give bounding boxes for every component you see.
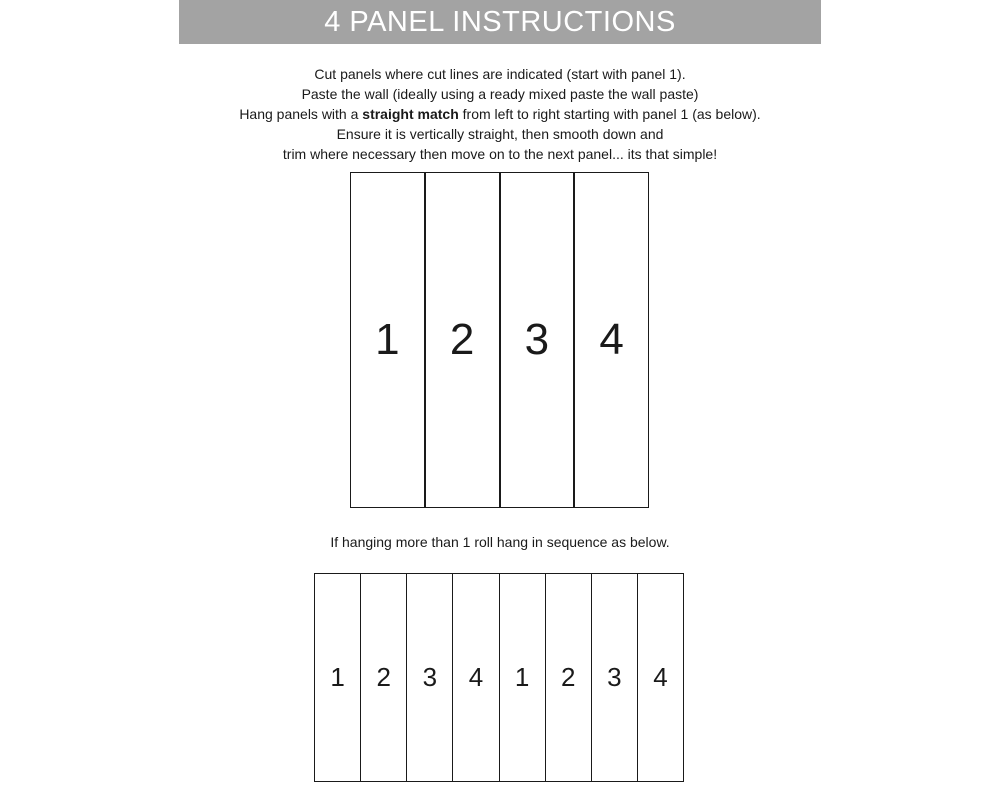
sequence-panel-8: 4 — [638, 573, 684, 782]
main-panel-2: 2 — [425, 172, 500, 508]
sequence-note: If hanging more than 1 roll hang in sequence as below. — [330, 534, 670, 550]
sequence-panel-3: 3 — [407, 573, 453, 782]
straight-match-emphasis: straight match — [362, 106, 459, 122]
main-panel-3: 3 — [500, 172, 575, 508]
page-title: 4 PANEL INSTRUCTIONS — [324, 5, 676, 38]
main-panel-4: 4 — [574, 172, 649, 508]
sequence-panel-6: 2 — [546, 573, 592, 782]
sequence-panel-diagram — [314, 573, 684, 782]
sequence-panel-5: 1 — [500, 573, 546, 782]
main-panel-diagram — [350, 172, 649, 508]
instructions-block — [100, 64, 900, 164]
instruction-line-2: Paste the wall (ideally using a ready mixed paste the wall paste) — [301, 86, 699, 102]
instruction-line-5: trim where necessary then move on to the next panel... its that simple! — [282, 146, 718, 162]
instruction-line-4: Ensure it is vertically straight, then smooth down and — [336, 126, 664, 142]
instruction-line-3 — [100, 104, 900, 124]
sequence-panel-7: 3 — [592, 573, 638, 782]
main-panel-1: 1 — [350, 172, 425, 508]
instruction-line-3-start: Hang panels with a — [239, 106, 363, 122]
instruction-line-1: Cut panels where cut lines are indicated (start with panel 1). — [314, 66, 686, 82]
instruction-line-3-end: from left to right starting with panel 1 (as below). — [458, 106, 761, 122]
sequence-panel-1: 1 — [314, 573, 361, 782]
sequence-panel-2: 2 — [361, 573, 407, 782]
sequence-panel-4: 4 — [453, 573, 499, 782]
title-bar — [179, 0, 821, 44]
